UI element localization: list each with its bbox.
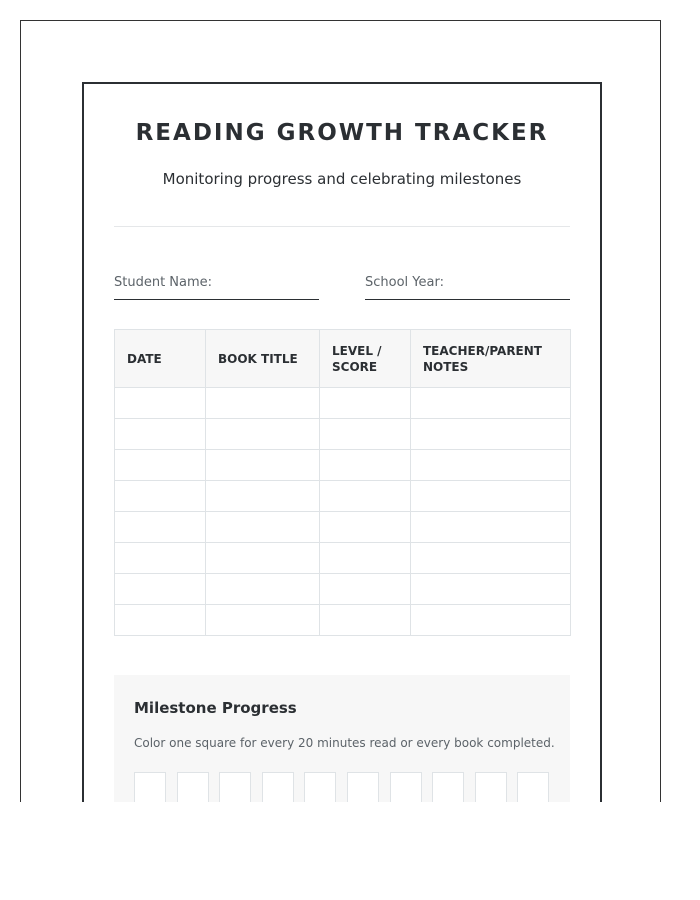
milestone-square[interactable] <box>517 772 549 802</box>
table-cell[interactable] <box>411 605 571 636</box>
table-row <box>115 481 571 512</box>
milestone-square[interactable] <box>390 772 422 802</box>
table-body <box>115 388 571 636</box>
table-header-row <box>115 330 571 388</box>
milestone-squares <box>134 772 554 802</box>
column-header-book-title: BOOK TITLE <box>206 330 320 388</box>
table-cell[interactable] <box>411 419 571 450</box>
table-cell[interactable] <box>411 574 571 605</box>
table-cell[interactable] <box>411 481 571 512</box>
table-cell[interactable] <box>411 450 571 481</box>
table-cell[interactable] <box>206 450 320 481</box>
table-cell[interactable] <box>206 481 320 512</box>
milestone-square[interactable] <box>432 772 464 802</box>
table-cell[interactable] <box>115 543 206 574</box>
table-cell[interactable] <box>206 512 320 543</box>
table-cell[interactable] <box>206 419 320 450</box>
table-cell[interactable] <box>320 450 411 481</box>
table-cell[interactable] <box>115 388 206 419</box>
table-cell[interactable] <box>411 388 571 419</box>
column-header-date: DATE <box>115 330 206 388</box>
milestone-instructions: Color one square for every 20 minutes read or every book completed. <box>134 736 555 750</box>
table-cell[interactable] <box>320 512 411 543</box>
table-cell[interactable] <box>320 388 411 419</box>
milestone-square[interactable] <box>219 772 251 802</box>
table-cell[interactable] <box>115 574 206 605</box>
page-subtitle: Monitoring progress and celebrating milestones <box>162 170 522 188</box>
table-row <box>115 450 571 481</box>
milestone-title: Milestone Progress <box>134 699 297 717</box>
reading-log-table <box>114 329 571 636</box>
table-cell[interactable] <box>320 419 411 450</box>
table-cell[interactable] <box>115 481 206 512</box>
table-row <box>115 543 571 574</box>
table-cell[interactable] <box>115 605 206 636</box>
table-row <box>115 512 571 543</box>
table-row <box>115 574 571 605</box>
column-header-level-score: LEVEL / SCORE <box>320 330 411 388</box>
table-cell[interactable] <box>115 419 206 450</box>
table-cell[interactable] <box>320 543 411 574</box>
milestone-square[interactable] <box>347 772 379 802</box>
header-divider <box>114 226 570 227</box>
table-cell[interactable] <box>206 388 320 419</box>
table-cell[interactable] <box>206 605 320 636</box>
table-row <box>115 605 571 636</box>
table-cell[interactable] <box>320 574 411 605</box>
table-cell[interactable] <box>206 574 320 605</box>
school-year-field[interactable] <box>365 275 570 300</box>
milestone-square[interactable] <box>262 772 294 802</box>
table-cell[interactable] <box>320 605 411 636</box>
school-year-label: School Year: <box>365 275 444 290</box>
milestone-square[interactable] <box>304 772 336 802</box>
page-frame <box>20 20 661 802</box>
table-cell[interactable] <box>320 481 411 512</box>
student-name-label: Student Name: <box>114 275 213 290</box>
table-row <box>115 388 571 419</box>
student-name-field[interactable] <box>114 275 319 300</box>
table-row <box>115 419 571 450</box>
milestone-square[interactable] <box>134 772 166 802</box>
milestone-panel <box>114 675 570 802</box>
column-header-notes: TEACHER/PARENT NOTES <box>411 330 571 388</box>
tracker-sheet <box>82 82 602 802</box>
milestone-square[interactable] <box>177 772 209 802</box>
table-cell[interactable] <box>115 512 206 543</box>
milestone-square[interactable] <box>475 772 507 802</box>
table-cell[interactable] <box>115 450 206 481</box>
table-cell[interactable] <box>411 543 571 574</box>
table-cell[interactable] <box>411 512 571 543</box>
page-title: READING GROWTH TRACKER <box>135 120 549 146</box>
table-cell[interactable] <box>206 543 320 574</box>
